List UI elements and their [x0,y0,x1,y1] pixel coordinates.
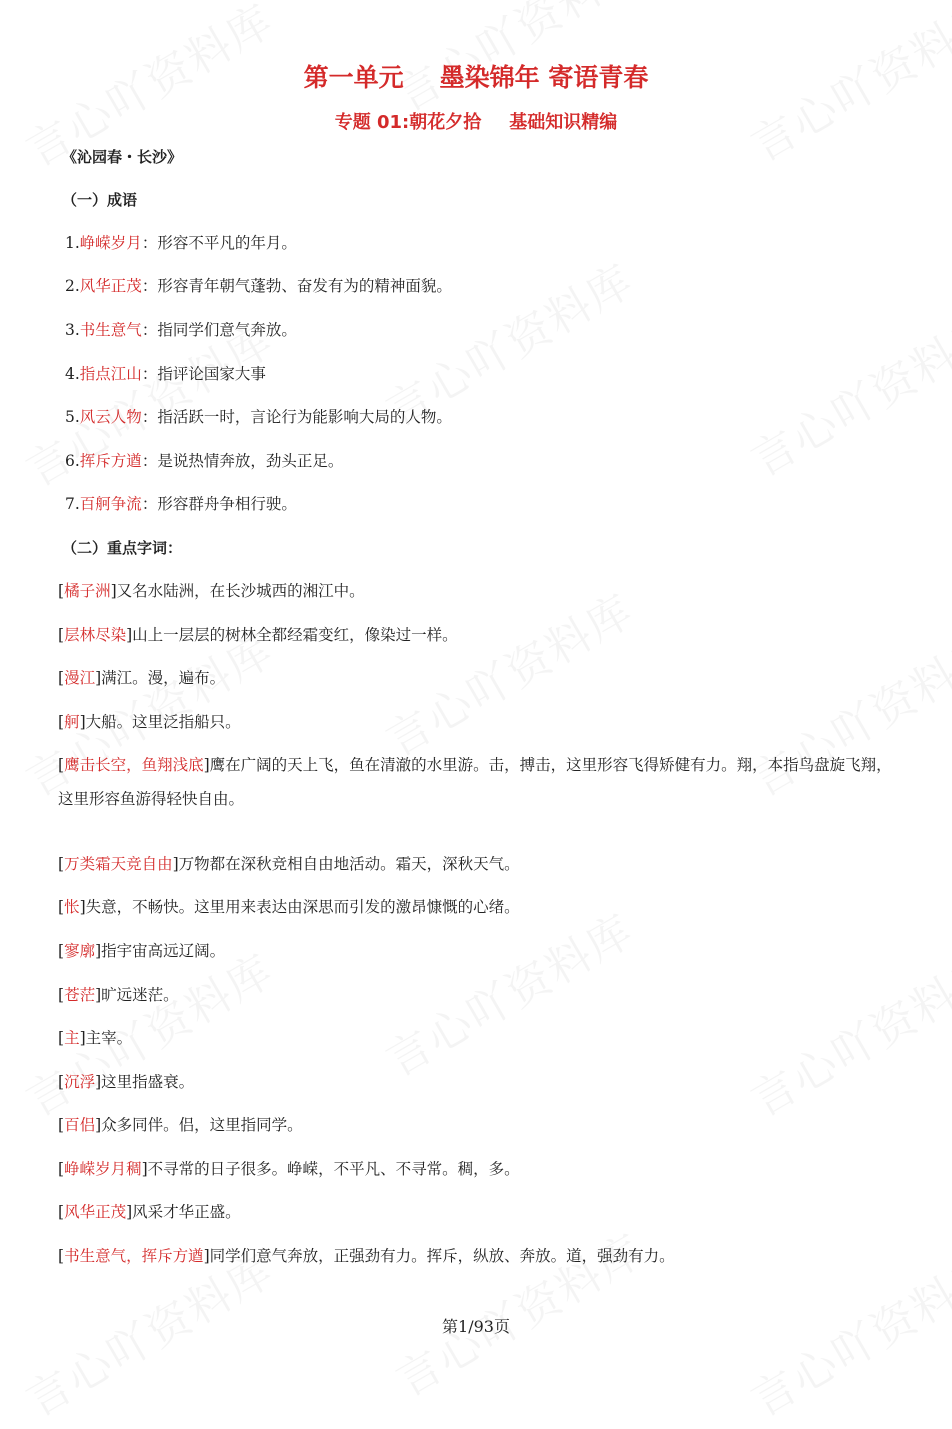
idiom-item [65,276,452,296]
idiom-term: 风华正茂 [79,277,142,295]
item-number: 1. [65,234,80,252]
keyword-definition: 万物都在深秋竞相自由地活动。霜天，深秋天气。 [178,855,520,873]
keyword-item: [苍茫]旷远迷茫。 [58,986,179,1004]
keyword-item: [百侣]众多同伴。侣，这里指同学。 [58,1116,303,1134]
idiom-definition: 形容不平凡的年月。 [157,234,297,252]
idiom-item [65,451,343,471]
keyword-item: [层林尽染]山上一层层的树林全都经霜变红，像染过一样。 [58,626,458,644]
keyword-term: 寥廓 [64,942,96,960]
section-heading-idioms: （一）成语 [62,191,138,209]
keyword-definition: 鹰在广阔的天上飞，鱼在清澈的水里游。击，搏击，这里形容飞得矫健有力。翔，本指鸟盘旋飞翔，这里形容鱼游得轻快自由。 [58,756,892,808]
keyword-item: [峥嵘岁月稠]不寻常的日子很多。峥嵘，不平凡、不寻常。稠，多。 [58,1160,520,1178]
keyword-definition: 指宇宙高远辽阔。 [101,942,226,960]
item-number: 5. [65,408,80,426]
idiom-item [65,407,452,427]
idiom-term: 指点江山 [79,365,142,383]
keyword-item: [怅]失意，不畅快。这里用来表达由深思而引发的激昂慷慨的心绪。 [58,898,520,916]
page-number: 第1/93页 [442,1317,510,1336]
idiom-definition: 是说热情奔放，劲头正足。 [157,452,344,470]
keyword-definition: 不寻常的日子很多。峥嵘，不平凡、不寻常。稠，多。 [147,1160,520,1178]
unit-label: 第一单元 [303,63,404,92]
separator: ： [141,365,158,383]
watermark [372,575,643,768]
idiom-term: 挥斥方遒 [79,452,142,470]
idiom-term: 峥嵘岁月 [79,234,142,252]
keyword-term: 层林尽染 [64,626,127,644]
separator: ： [141,452,158,470]
unit-theme: 墨染锦年 寄语青春 [439,63,649,92]
idiom-definition: 指评论国家大事 [157,365,266,383]
separator: ： [141,495,158,513]
item-number: 4. [65,365,80,383]
keyword-term: 怅 [64,898,80,916]
keyword-item: [沉浮]这里指盛衰。 [58,1073,195,1091]
idiom-definition: 形容群舟争相行驶。 [157,495,297,513]
idiom-definition: 指同学们意气奔放。 [157,321,297,339]
item-number: 7. [65,495,80,513]
keyword-definition: 同学们意气奔放，正强劲有力。挥斥，纵放、奔放。道，强劲有力。 [209,1247,675,1265]
keyword-definition: 旷远迷茫。 [101,986,179,1004]
keyword-definition: 风采才华正盛。 [132,1203,241,1221]
keyword-definition: 失意，不畅快。这里用来表达由深思而引发的激昂慷慨的心绪。 [85,898,520,916]
keyword-definition: 山上一层层的树林全都经霜变红，像染过一样。 [132,626,458,644]
topic-label: 专题 01:朝花夕拾 [334,112,482,133]
keyword-item: [书生意气，挥斥方遒]同学们意气奔放，正强劲有力。挥斥，纵放、奔放。道，强劲有力。 [58,1247,675,1265]
section-heading-keywords: （二）重点字词： [62,539,183,557]
keyword-term: 橘子洲 [64,582,111,600]
keyword-item: [主]主宰。 [58,1029,133,1047]
keyword-term: 沉浮 [64,1073,96,1091]
separator: ： [141,321,158,339]
keyword-definition: 众多同伴。侣，这里指同学。 [101,1116,303,1134]
page-title [0,58,952,94]
idiom-term: 风云人物 [79,408,142,426]
watermark [737,935,952,1128]
watermark [12,935,283,1128]
keyword-item: [风华正茂]风采才华正盛。 [58,1203,241,1221]
keyword-term: 苍茫 [64,986,96,1004]
keyword-item: [橘子洲]又名水陆洲，在长沙城西的湘江中。 [58,582,365,600]
keyword-definition: 大船。这里泛指船只。 [85,713,241,731]
separator: ： [141,408,158,426]
keyword-item: [舸]大船。这里泛指船只。 [58,713,241,731]
separator: ： [141,277,158,295]
idiom-term: 书生意气 [79,321,142,339]
topic-type: 基础知识精编 [509,112,618,133]
keyword-definition: 主宰。 [85,1029,133,1047]
idiom-definition: 指活跃一时，言论行为能影响大局的人物。 [157,408,452,426]
idiom-item [65,320,297,340]
item-number: 6. [65,452,80,470]
keyword-term: 万类霜天竞自由 [64,855,173,873]
keyword-item: [鹰击长空，鱼翔浅底]鹰在广阔的天上飞，鱼在清澈的水里游。击，搏击，这里形容飞得矫健有力。翔，本指鸟盘旋飞翔，这里形容鱼游得轻快自由。 [58,756,892,808]
idiom-term: 百舸争流 [79,495,142,513]
keyword-term: 主 [64,1029,80,1047]
idiom-item [65,233,297,253]
keyword-item: [寥廓]指宇宙高远辽阔。 [58,942,226,960]
keyword-term: 百侣 [64,1116,96,1134]
watermark [382,1215,653,1408]
item-number: 3. [65,321,80,339]
watermark [372,895,643,1088]
idiom-definition: 形容青年朝气蓬勃、奋发有为的精神面貌。 [157,277,452,295]
keyword-item: [漫江]满江。漫，遍布。 [58,669,226,687]
keyword-term: 书生意气，挥斥方遒 [64,1247,204,1265]
keyword-definition: 又名水陆洲，在长沙城西的湘江中。 [116,582,365,600]
separator: ： [141,234,158,252]
idiom-item [65,494,297,514]
keyword-term: 漫江 [64,669,96,687]
keyword-term: 鹰击长空，鱼翔浅底 [64,756,204,774]
watermark [737,295,952,488]
item-number: 2. [65,277,80,295]
lesson-title: 《沁园春・长沙》 [62,148,183,166]
keyword-term: 峥嵘岁月稠 [64,1160,142,1178]
keyword-term: 风华正茂 [64,1203,127,1221]
keyword-term: 舸 [64,713,80,731]
page-subtitle [0,108,952,134]
keyword-item: [万类霜天竞自由]万物都在深秋竞相自由地活动。霜天，深秋天气。 [58,855,520,873]
keyword-definition: 满江。漫，遍布。 [101,669,226,687]
idiom-item [65,364,266,384]
keyword-definition: 这里指盛衰。 [101,1073,195,1091]
